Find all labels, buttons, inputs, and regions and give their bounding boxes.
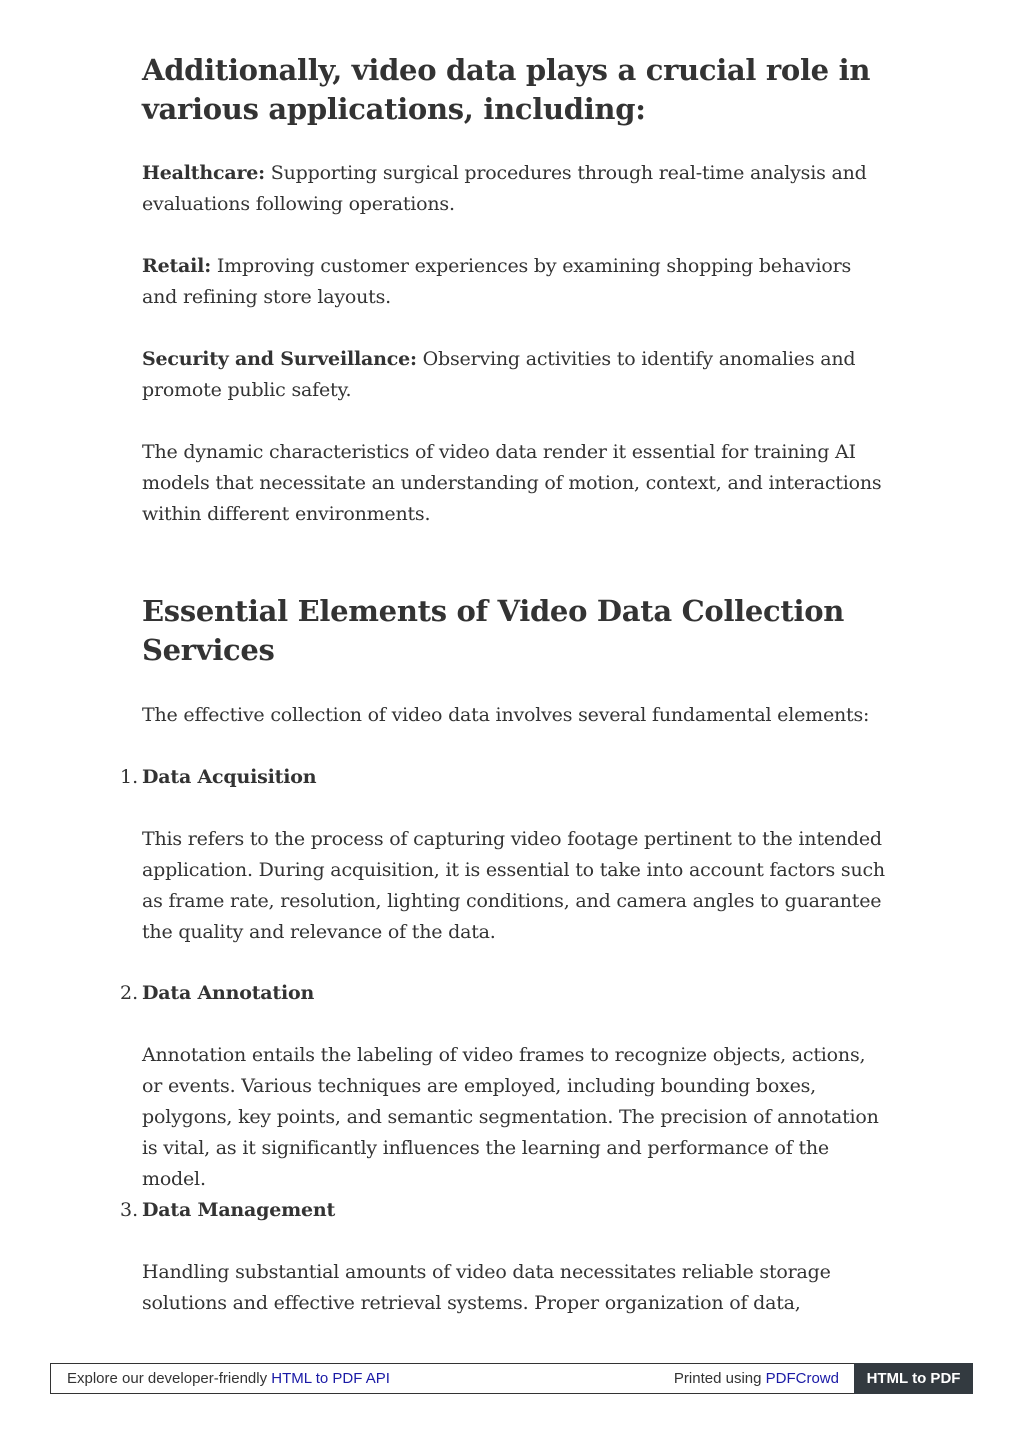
closing-paragraph: The dynamic characteristics of video data render it essential for training AI models that necessitate an understanding of motion, context, and interactions within different environments. [142, 441, 882, 525]
list-item-title: Data Acquisition [142, 766, 317, 788]
application-text: Improving customer experiences by examining shopping behaviors and refining store layouts. [142, 255, 852, 308]
list-item-body: Annotation entails the labeling of video frames to recognize objects, actions, or events. Various techniques are employed, including bounding boxes, polygons, key points, and semantic segmentation. The precision of annotation is vital, as it significantly influences the learning and performance of the model. [142, 1044, 879, 1190]
application-label: Security and Surveillance: [142, 348, 417, 370]
list-number: 3. [120, 1199, 139, 1221]
application-item-healthcare [142, 158, 887, 220]
list-item-body: Handling substantial amounts of video data necessitates reliable storage solutions and effective retrieval systems. Proper organization of data, [142, 1261, 831, 1314]
footer-left [67, 1364, 390, 1393]
application-item-retail [142, 251, 887, 313]
footer-right-text: Printed using [673, 1370, 766, 1387]
list-item-title: Data Annotation [142, 982, 315, 1004]
list-item-body: This refers to the process of capturing video footage pertinent to the intended application. During acquisition, it is essential to take into account factors such as frame rate, resolution, lighting conditions, and camera angles to guarantee the quality and relevance of the data. [142, 828, 885, 943]
application-text: Observing activities to identify anomalies and promote public safety. [142, 348, 856, 401]
pdfcrowd-link[interactable]: PDFCrowd [765, 1370, 839, 1387]
list-item [120, 978, 887, 1009]
footer-left-text: Explore our developer-friendly [67, 1370, 272, 1387]
application-item-security [142, 344, 887, 406]
application-label: Retail: [142, 255, 212, 277]
footer-right [674, 1364, 839, 1393]
pdfcrowd-footer [50, 1363, 973, 1394]
section-heading: Essential Elements of Video Data Collection Services [142, 594, 845, 667]
list-number: 1. [120, 766, 139, 788]
application-label: Healthcare: [142, 162, 265, 184]
intro-paragraph: The effective collection of video data involves several fundamental elements: [142, 704, 870, 726]
list-item-title: Data Management [142, 1199, 336, 1221]
list-item [120, 1195, 887, 1226]
section-heading: Additionally, video data plays a crucial role in various applications, including: [142, 53, 871, 126]
html-to-pdf-badge[interactable]: HTML to PDF [854, 1363, 973, 1394]
list-number: 2. [120, 982, 139, 1004]
list-item [120, 762, 887, 793]
application-text: Supporting surgical procedures through real-time analysis and evaluations following operations. [142, 162, 867, 215]
html-to-pdf-api-link[interactable]: HTML to PDF API [271, 1370, 390, 1387]
